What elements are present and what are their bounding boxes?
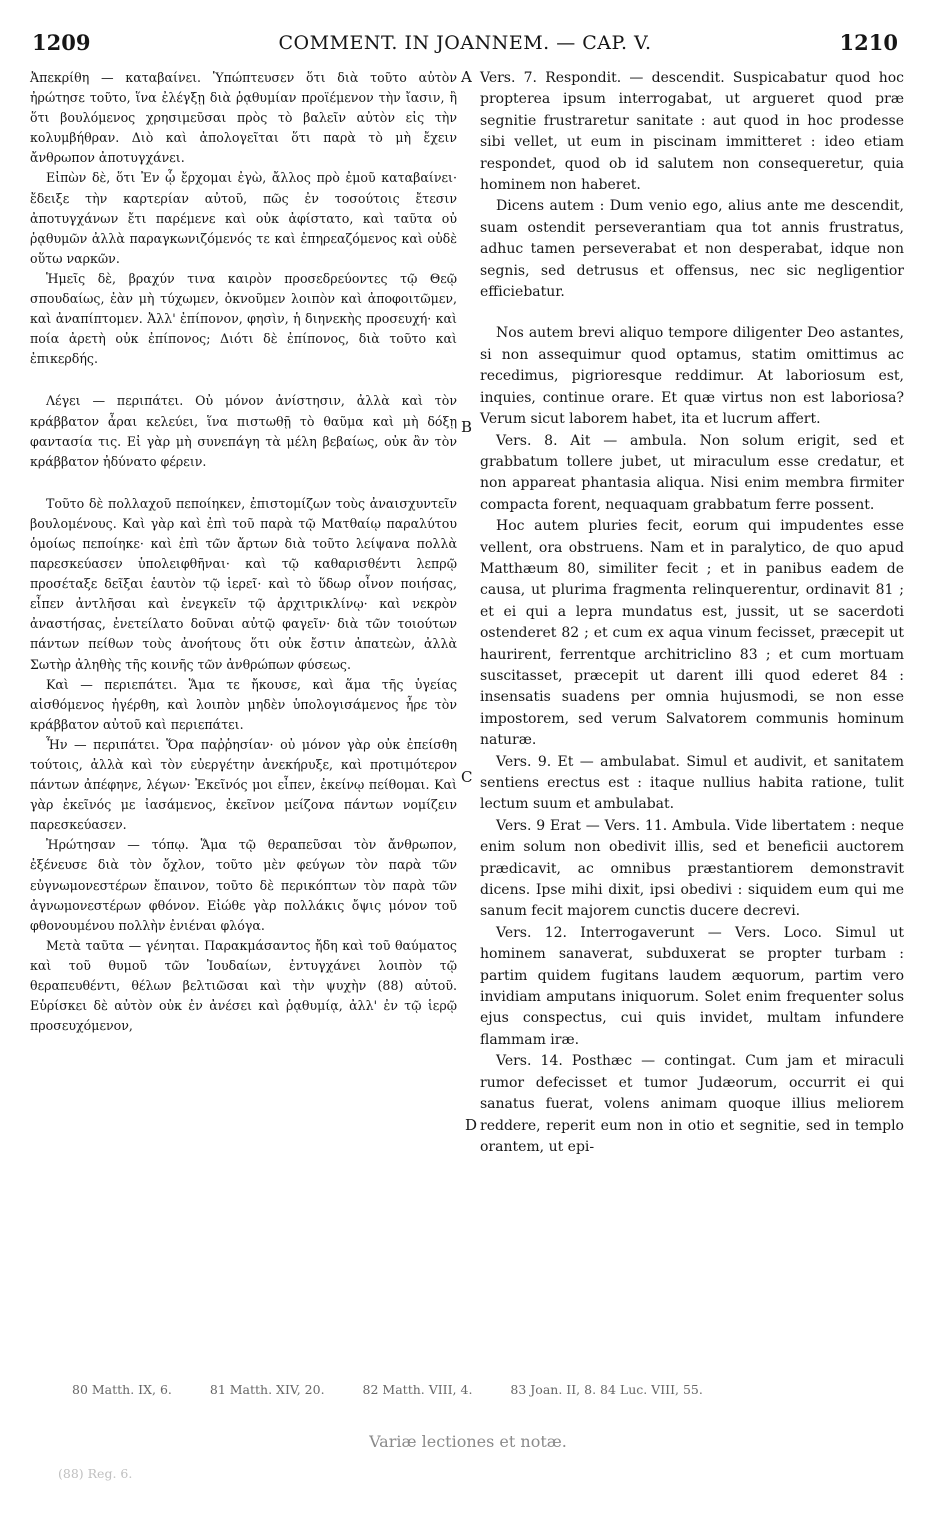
greek-paragraph: Ἠρώτησαν — τόπῳ. Ἅμα τῷ θεραπεῦσαι τὸν ἄνθρωπον, ἐξένευσε διὰ τὸν ὄχλον, τοῦτο μὲν φεύγων τὸν παρὰ τῶν εὐγνωμονεστέρων ἔπαινον, τοῦτο δὲ περικόπτων τὸν παρὰ τῶν ἀγνωμονεστέρων φθόνον. Εἰώθε γὰρ πολλάκις ὄψις μόνον τοῦ φθονουμένου πολλὴν ἐνιέναι φλόγα. — [30, 837, 457, 933]
footnote: 82 Matth. VIII, 4. — [362, 1382, 473, 1397]
latin-paragraph: Vers. 9. Et — ambulabat. Simul et audivit, et sanitatem sentiens erectus est : itaque nullius habita ratione, tulit lectum suum et ambulabat. — [480, 753, 904, 813]
page-number-left: 1209 — [32, 30, 91, 55]
margin-letter-d: D — [465, 1116, 478, 1134]
greek-paragraph: Λέγει — περιπάτει. Οὐ μόνον ἀνίστησιν, ἀλλὰ καὶ τὸν κράββατον ἆραι κελεύει, ἵνα πιστωθῇ τὸ θαῦμα καὶ μὴ δόξῃ φαντασία τις. Εἰ γὰρ μὴ συνεπάγη τὰ μέλη βεβαίως, οὐκ ἂν τὸν κράββατον ἠδύνατο φέρειν. — [30, 393, 457, 469]
page-header — [32, 30, 898, 58]
latin-column — [480, 68, 904, 1158]
footnotes — [72, 1382, 892, 1397]
margin-letter-b: B — [461, 418, 473, 436]
footnote: 80 Matth. IX, 6. — [72, 1382, 172, 1397]
greek-column — [30, 68, 457, 1036]
latin-paragraph: Hoc autem pluries fecit, eorum qui impudentes esse vellent, ora obstruens. Nam et in paralytico, de quo apud Matthæum 80, similiter fecit ; et in panibus eadem de causa, ut plurima fragmenta relinquerentur, ordinavit 81 ; et ei qui a lepra mundatus est, jussit, ut se sacerdoti ostenderet 82 ; et cum ex aqua vinum fecisset, præcepit ut haurirent, ferrentque architriclino 83 ; et cum mortuam suscitasset, præcepit ut darent illi quod ederet 84 : insensatis suadens per omnia hujusmodi, se non esse impostorem, sed verum Salvatorem communis hominum naturæ. — [480, 518, 904, 749]
greek-paragraph: Καὶ — περιεπάτει. Ἅμα τε ἤκουσε, καὶ ἅμα τῆς ὑγείας αἰσθόμενος ἠγέρθη, καὶ λοιπὸν μηδὲν ὑπολογισάμενος ἦρε τὸν κράββατον αὐτοῦ καὶ περιεπάτει. — [30, 676, 457, 732]
running-title: COMMENT. IN JOANNEM. — CAP. V. — [278, 32, 652, 54]
variant-note: (88) Reg. 6. — [58, 1466, 133, 1481]
greek-paragraph: Ἡμεῖς δὲ, βραχύν τινα καιρὸν προσεδρεύοντες τῷ Θεῷ σπουδαίως, ἐὰν μὴ τύχωμεν, ὀκνοῦμεν λοιπὸν καὶ ἀποφοιτῶμεν, καὶ ἀναπίπτομεν. Ἀλλ' ἐπίπονον, φησὶν, ἡ διηνεκὴς προσευχή· καὶ ποία ἀρετὴ οὐκ ἐπίπονος; Διότι δὲ ἐπίπονος, διὰ τοῦτο καὶ ἐπικερδής. — [30, 270, 457, 367]
variae-lectiones-heading: Variæ lectiones et notæ. — [369, 1432, 567, 1451]
latin-paragraph: Vers. 14. Posthæc — contingat. Cum jam et miraculi rumor defecisset et tumor Judæorum, occurrit ei qui sanatus fuerat, volens animam quoque illius meliorem reddere, reperit eum non in otio et segnitie, sed in templo orantem, ut epi- — [480, 1053, 904, 1155]
latin-paragraph: Vers. 7. Respondit. — descendit. Suspicabatur quod hoc propterea ipsum interrogabat, ut argueret quod præ segnitie frustraretur sanitate : aut quod in hoc prodesse sibi vellet, ut eum in piscinam immitteret : ideo etiam respondet, quod ob id salutem non consequeretur, quia hominem non haberet. — [480, 70, 904, 194]
latin-paragraph: Vers. 8. Ait — ambula. Non solum erigit, sed et grabbatum tollere jubet, ut miraculum esse credatur, et non appareat phantasia aliqua. Nisi enim membra firmiter compacta forent, nequaquam grabbatum ferre possent. — [480, 432, 904, 513]
latin-paragraph: Dicens autem : Dum venio ego, alius ante me descendit, suam ostendit perseverantiam qua tot annis frustratus, adhuc tamen perseverabat et non desperabat, idque non segnis, sed detrusus et offensus, nec sic negligentior efficiebatur. — [480, 198, 904, 301]
latin-paragraph: Vers. 9 Erat — Vers. 11. Ambula. Vide libertatem : neque enim solum non obedivit illis, sed et beneficii auctorem prædicavit, ac omnibus præstantiorem demonstravit dicens. Ipse mihi dixit, ipsi obedivi : siquidem eum qui me sanum fecit majorem cunctis ducere decrevi. — [480, 817, 904, 920]
footnote: 81 Matth. XIV, 20. — [209, 1382, 325, 1397]
greek-paragraph: Τοῦτο δὲ πολλαχοῦ πεποίηκεν, ἐπιστομίζων τοὺς ἀναισχυντεῖν βουλομένους. Καὶ γὰρ καὶ ἐπὶ τοῦ παρὰ τῷ Ματθαίῳ παραλύτου ὁμοίως πεποίηκε· καὶ ἐπὶ τῶν ἄρτων διὰ τοῦτο λείψανα πολλὰ παρεσκεύασεν ὑπολειφθῆναι· καὶ τῷ καθαρισθέντι λεπρῷ προσέταξε δεῖξαι ἑαυτὸν τῷ ἱερεῖ· καὶ τὸ ὕδωρ οἶνον ποιήσας, εἶπεν ἀντλῆσαι καὶ ἐνεγκεῖν τῷ ἀρχιτρικλίνῳ· καὶ νεκρὸν ἀναστήσας, ἐνετείλατο δοῦναι αὐτῷ φαγεῖν· διὰ τῶν τοιούτων πάντων πείθων τοὺς ἀνοήτους ὅτι οὐκ ἔστιν ἀπατεὼν, ἀλλὰ Σωτὴρ ἀληθὴς τῆς κοινῆς τῶν ἀνθρώπων φύσεως. — [30, 495, 457, 672]
margin-letter-a: A — [461, 68, 472, 86]
margin-letter-c: C — [461, 768, 473, 786]
latin-paragraph: Nos autem brevi aliquo tempore diligenter Deo astantes, si non assequimur quod optamus, statim omittimus ac recedimus, pigrioresque reddimur. At laboriosum est, inquies, continue orare. Et quæ virtus non est laboriosa? Verum sicut laborem habet, ita et lucrum affert. — [480, 325, 904, 428]
latin-paragraph: Vers. 12. Interrogaverunt — Vers. Loco. Simul ut hominem sanaverat, subduxerat se propter turbam : partim quidem fugitans laudem æquorum, partim vero invidiam amputans iniquorum. Solet enim frequenter solus ejus conspectus, cui quis invidet, multam infundere flammam iræ. — [480, 924, 904, 1048]
greek-paragraph: Ἦν — περιπάτει. Ὅρα παῤῥησίαν· οὐ μόνον γὰρ οὐκ ἐπείσθη τούτοις, ἀλλὰ καὶ τὸν εὐεργέτην ἀνεκήρυξε, καὶ προτιμότερον πάντων ἀπέφηνε, λέγων· Ἐκεῖνός μοι εἶπεν, ἐκείνῳ πείθομαι. Καὶ γὰρ ἐκεῖνός με ἰασάμενος, ἐκεῖνον μείζονα πάντων νομίζειν παρεσκεύασεν. — [30, 736, 457, 833]
page-number-right: 1210 — [839, 30, 898, 55]
footnote: 83 Joan. II, 8. 84 Luc. VIII, 55. — [510, 1382, 703, 1397]
greek-paragraph: Ἀπεκρίθη — καταβαίνει. Ὑπώπτευσεν ὅτι διὰ τοῦτο αὐτὸν ἠρώτησε τοῦτο, ἵνα ἐλέγξῃ διὰ ῥᾳθυμίαν προϊέμενον τὴν ἴασιν, ἢ ὅτι βουλόμενος χρησιμεῦσαι πρὸς τὸ βαλεῖν αὐτὸν εἰς τὴν κολυμβήθραν. Διὸ καὶ ἀπολογεῖται ὅτι παρὰ τὸ μὴ ἔχειν ἄνθρωπον ἀποτυγχάνει. — [30, 70, 457, 166]
greek-paragraph: Εἰπὼν δὲ, ὅτι Ἐν ᾧ ἔρχομαι ἐγὼ, ἄλλος πρὸ ἐμοῦ καταβαίνει· ἔδειξε τὴν καρτερίαν αὐτοῦ, πῶς ἐν τοσούτοις ἔτεσιν ἀποτυγχάνων ἔτι παρέμενε καὶ οὐκ ἀφίστατο, καὶ ταῦτα οὐ ῥᾳθυμῶν ἀλλὰ παραγκωνιζόμενός τε καὶ ἐπηρεαζόμενος καὶ οὐδὲ οὕτω ναρκῶν. — [30, 170, 457, 266]
greek-paragraph: Μετὰ ταῦτα — γένηται. Παρακμάσαντος ἤδη καὶ τοῦ θαύματος καὶ τοῦ θυμοῦ τῶν Ἰουδαίων, ἐντυγχάνει λοιπὸν τῷ θεραπευθέντι, θέλων βελτιῶσαι καὶ τὴν ψυχὴν (88) αὐτοῦ. Εὑρίσκει δὲ αὐτὸν οὐκ ἐν ἀνέσει καὶ ῥᾳθυμίᾳ, ἀλλ' ἐν τῷ ἱερῷ προσευχόμενον, — [30, 937, 457, 1034]
